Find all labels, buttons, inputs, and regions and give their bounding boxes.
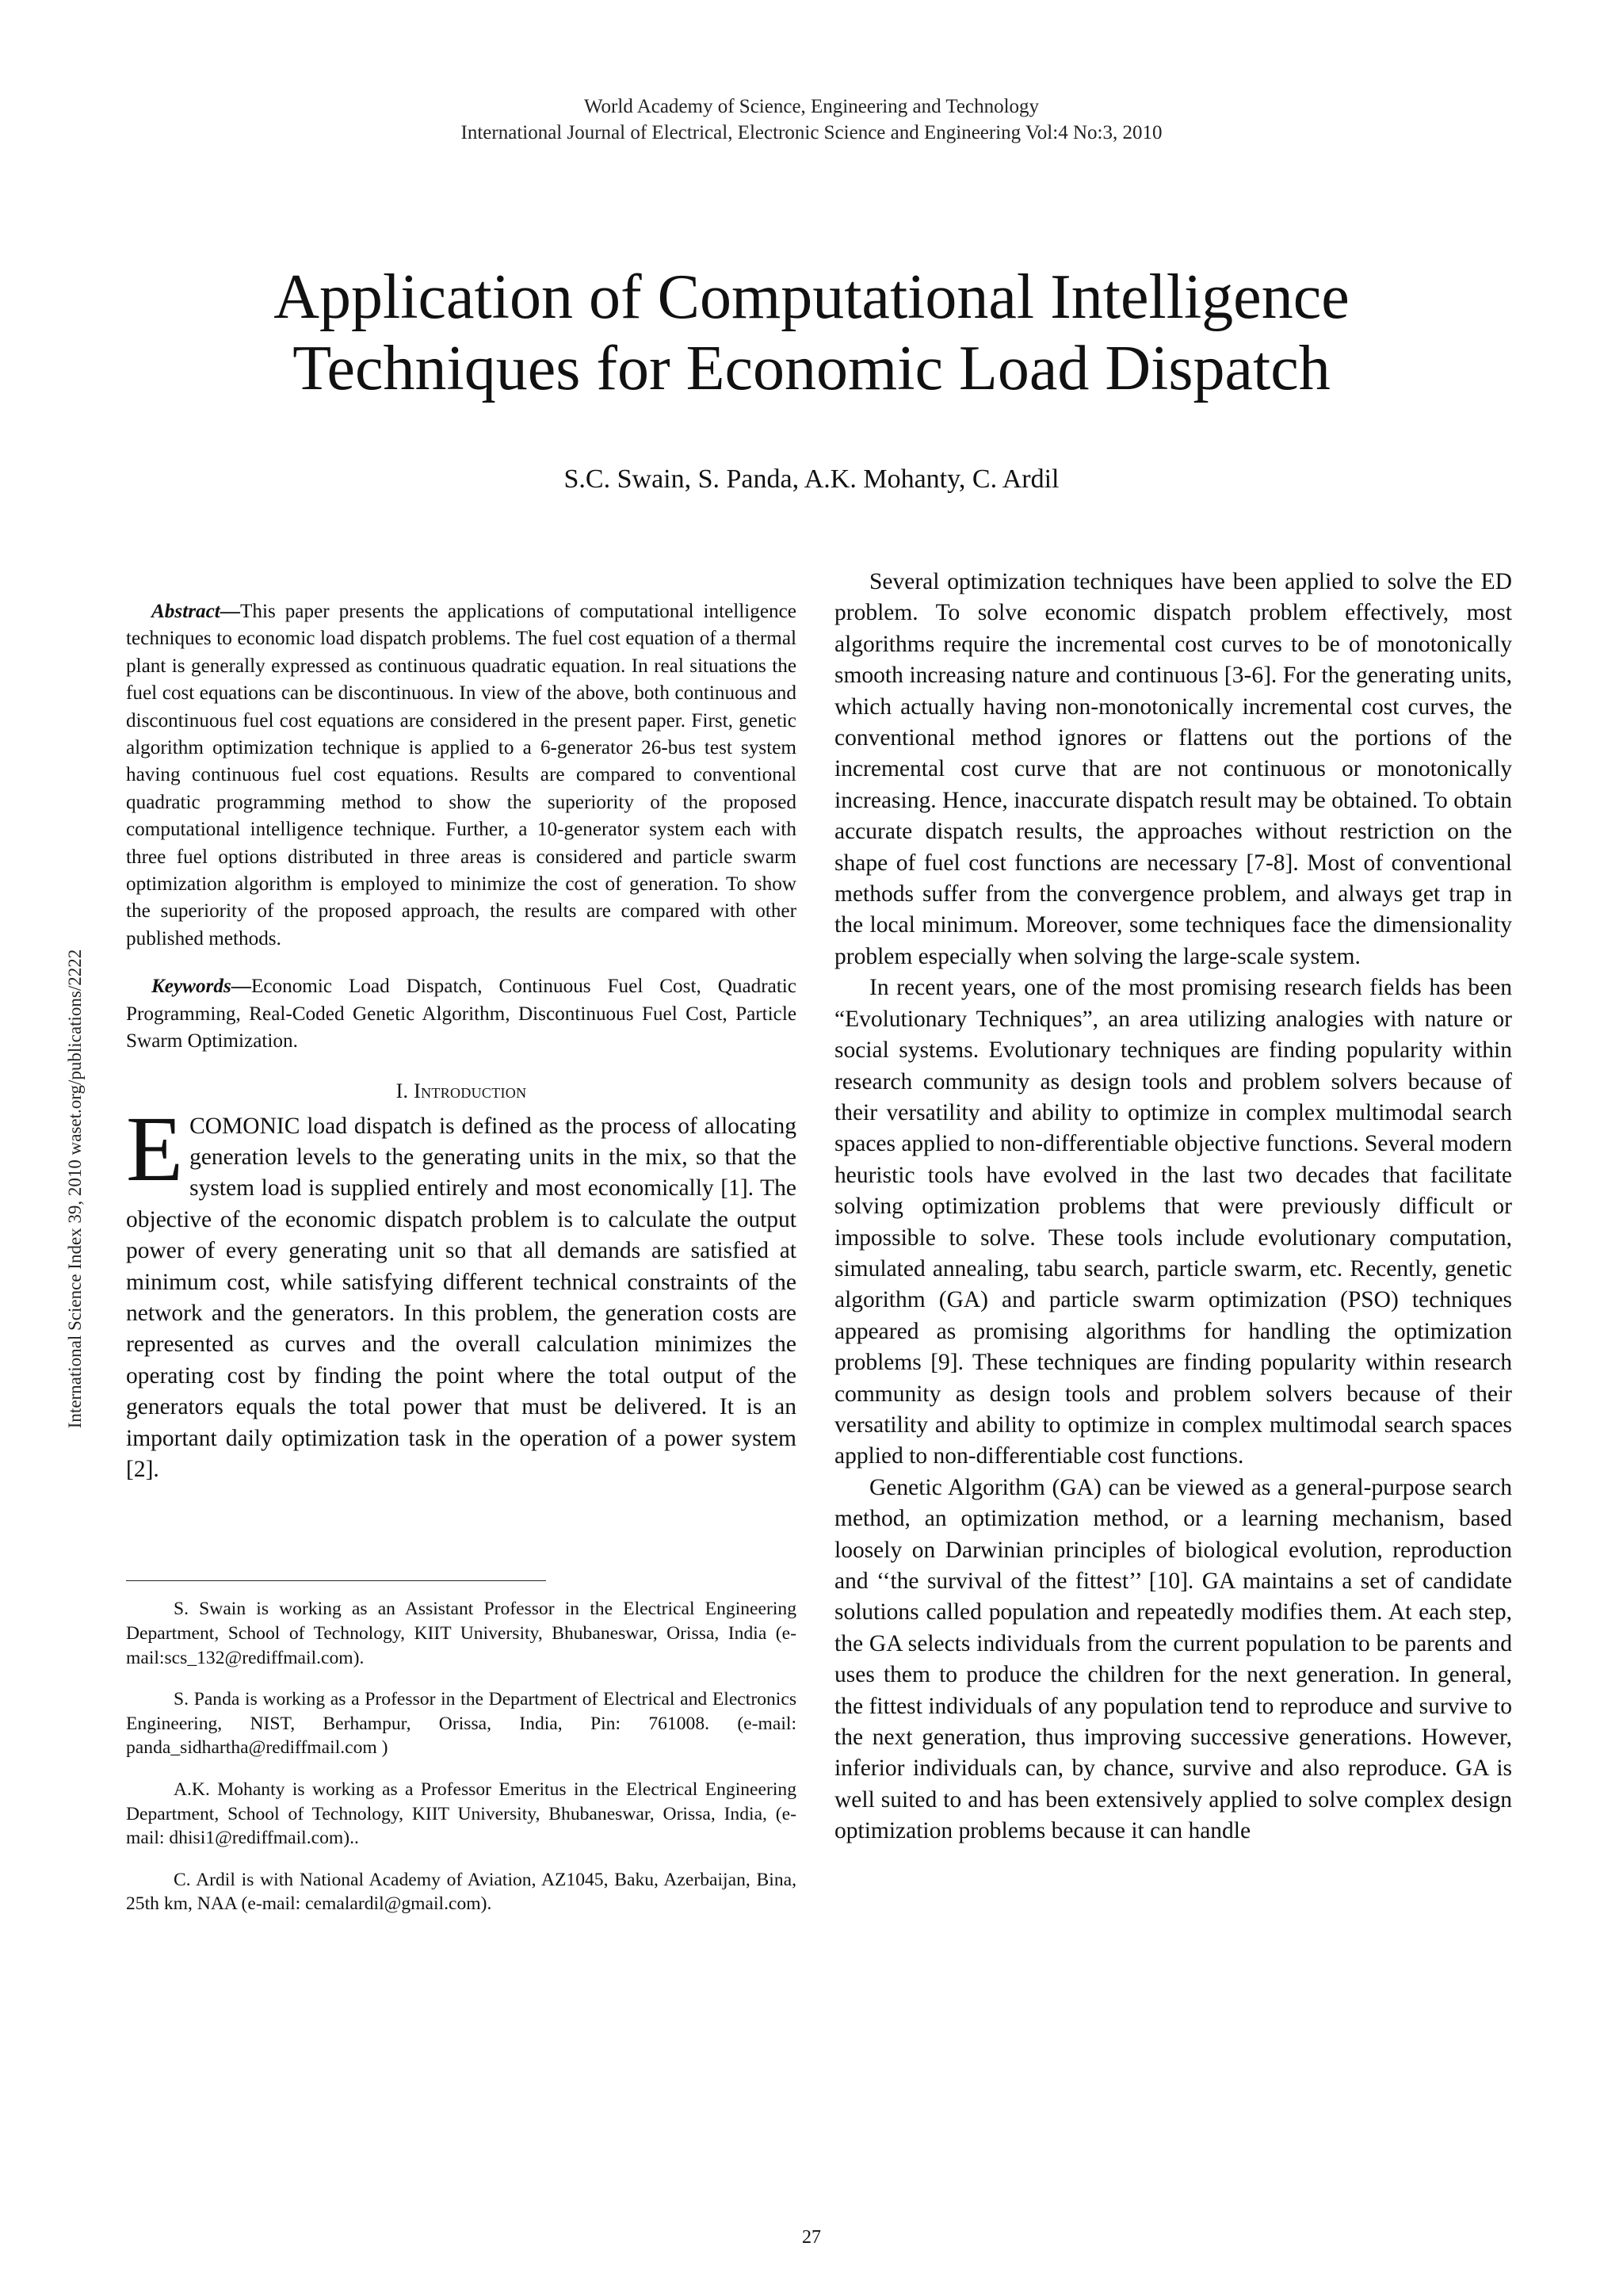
body-paragraph: Several optimization techniques have been applied to solve the ED problem. To solve economic dispatch problem effectively, most algorithms require the incremental cost curves to be of monotonically smooth increasing nature and continuous [3-6]. For the generating units, which actually having non-monotonically incremental cost curves, the conventional method ignores or flattens out the portions of the incremental cost curve that are not continuous or monotonically increasing. Hence, inaccurate dispatch result may be obtained. To obtain accurate dispatch results, the approaches without restriction on the shape of fuel cost functions are necessary [7-8]. Most of conventional methods suffer from the convergence problem, and always get trap in the local minimum. Moreover, some techniques face the dimensionality problem especially when solving the large-scale system. [834,569,1512,969]
footnote-author-3: A.K. Mohanty is working as a Professor Emeritus in the Electrical Engineering Department, School of Technology, KIIT University, Bhubaneswar, Orissa, India, (e-mail: dhisi1@rediffmail.com).. [126,1778,796,1849]
right-column [834,567,1512,1847]
keywords-text: Economic Load Dispatch, Continuous Fuel Cost, Quadratic Programming, Real-Coded Genetic Algorithm, Discontinuous Fuel Cost, Particle Swarm Optimization. [126,976,796,1052]
footnote-author-4: C. Ardil is with National Academy of Aviation, AZ1045, Baku, Azerbaijan, Bina, 25th km, NAA (e-mail: cemalardil@gmail.com). [126,1869,796,1915]
journal-name: World Academy of Science, Engineering and Technology [583,96,1040,117]
footnote-author-1: S. Swain is working as an Assistant Professor in the Electrical Engineering Department, School of Technology, KIIT University, Bhubaneswar, Orissa, India (e-mail:scs_132@rediffmail.com). [126,1599,796,1668]
paper-title [127,262,1496,404]
author-list: S.C. Swain, S. Panda, A.K. Mohanty, C. Ardil [563,464,1060,494]
keywords [126,973,796,1055]
intro-paragraph [126,1096,796,1486]
body-paragraph: In recent years, one of the most promising research fields has been “Evolutionary Techniques”, an area utilizing analogies with nature or social systems. Evolutionary techniques are finding popularity within research community as design tools and problem solvers because of their versatility and ability to optimize in complex multimodal search spaces applied to non-differentiable objective functions. Several modern heuristic tools have evolved in the last two decades that facilitate solving optimization problems that were previously difficult or impossible to solve. These tools include evolutionary computation, simulated annealing, tabu search, particle swarm, etc. Recently, genetic algorithm (GA) and particle swarm optimization (PSO) techniques appeared as promising algorithms for handling the optimization problems [9]. These techniques are finding popularity within research community as design tools and problem solvers because of their versatility and ability to optimize in complex multimodal search spaces applied to non-differentiable cost functions. [834,975,1512,1469]
abstract-label: Abstract [151,601,220,622]
intro-paragraph-text: COMONIC load dispatch is defined as the process of allocating generation levels to the generating units in the mix, so that the system load is supplied entirely and most economically [1]. The objective of the economic dispatch problem is to calculate the output power of every generating unit so that all demands are satisfied at minimum cost, while satisfying different technical constraints of the network and the generators. In this problem, the generation costs are represented as curves and the overall calculation minimizes the operating cost by finding the point where the total output of the generators equals the total power that must be delivered. It is an important daily optimization task in the operation of a power system [2]. [126,1113,796,1482]
abstract-dash: — [220,601,240,622]
abstract [126,598,796,953]
footnote-author-2: S. Panda is working as a Professor in the Department of Electrical and Electronics Engineering, NIST, Berhampur, Orissa, India, Pin: 761008. (e-mail: panda_sidhartha@rediffmail.com ) [126,1689,796,1759]
left-column [126,598,796,1934]
section-title: Introduction [414,1079,527,1102]
keywords-dash: — [231,976,251,998]
page-number: 27 [802,2227,821,2248]
abstract-text: This paper presents the applications of computational intelligence techniques to economic load dispatch problems. The fuel cost equation of a thermal plant is generally expressed as continuous quadratic equation. In real situations the fuel cost equations can be discontinuous. In view of the above, both continuous and discontinuous fuel cost equations are considered in the present paper. First, genetic algorithm optimization technique is applied to a 6-generator 26-bus test system having continuous fuel cost equations. Results are compared to conventional quadratic programming method to show the superiority of the proposed computational intelligence technique. Further, a 10-generator system each with three fuel options distributed in three areas is considered and particle swarm optimization algorithm is employed to minimize the cost of generation. To show the superiority of the proposed approach, the results are compared with other published methods. [126,601,796,949]
keywords-label: Keywords [151,976,231,998]
title-line-1: Application of Computational Intelligence [273,262,1350,332]
footnote-divider [126,1580,546,1581]
section-heading-introduction [126,1078,796,1105]
journal-volume: International Journal of Electrical, Electronic Science and Engineering Vol:4 No:3, 2010 [460,122,1163,143]
section-numeral: I. [395,1079,414,1102]
running-header [0,94,1623,146]
body-paragraph: Genetic Algorithm (GA) can be viewed as a general-purpose search method, an optimization method, or a learning mechanism, based loosely on Darwinian principles of biological evolution, reproduction and ‘‘the survival of the fittest’’ [10]. GA maintains a set of candidate solutions called population and repeatedly modifies them. At each step, the GA selects individuals from the current population to be parents and uses them to produce the children for the next generation. In general, the fittest individuals of any population tend to reproduce and survive to the next generation, thus improving successive generations. However, inferior individuals can, by chance, survive and also reproduce. GA is well suited to and has been extensively applied to solve complex design optimization problems because it can handle [834,1474,1512,1844]
side-margin-index: International Science Index 39, 2010 waset.org/publications/2222 [65,949,85,1429]
drop-cap: E [126,1096,184,1201]
title-line-2: Techniques for Economic Load Dispatch [292,334,1331,403]
